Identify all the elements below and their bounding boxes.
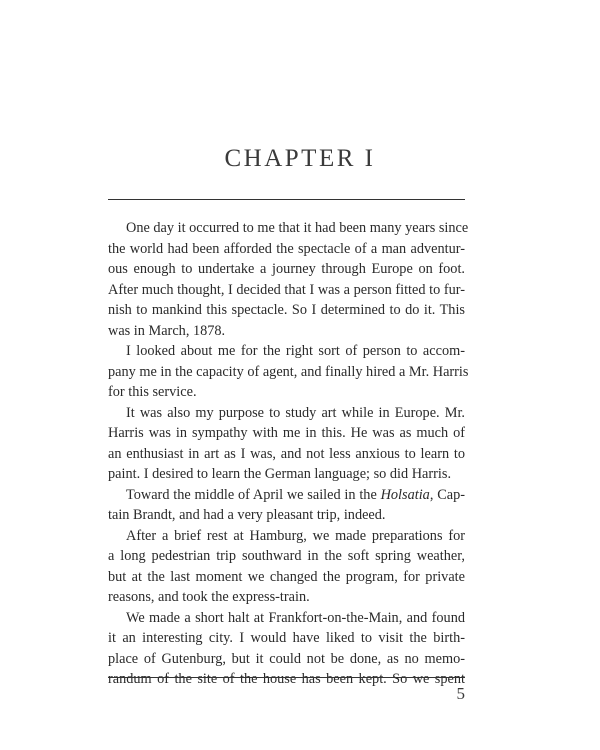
- text-line: it an interesting city. I would have liked to visit the birth-: [108, 630, 465, 646]
- text-line: I looked about me for the right sort of person to accom-: [126, 343, 465, 359]
- text-line: ous enough to undertake a journey through Europe on foot.: [108, 261, 465, 277]
- text-line: pany me in the capacity of agent, and finally hired a Mr. Harris: [108, 363, 469, 380]
- top-rule: [108, 199, 465, 200]
- text-line: [108, 485, 465, 506]
- text-line: a long pedestrian trip southward in the soft spring weather,: [108, 548, 465, 564]
- text-line: It was also my purpose to study art while in Europe. Mr.: [126, 404, 465, 421]
- text-segment: , Cap-: [429, 486, 465, 503]
- ship-name: Holsatia: [380, 486, 430, 503]
- text-line: tain Brandt, and had a very pleasant trip, indeed.: [108, 507, 386, 523]
- text-line: Harris was in sympathy with me in this. He was as much of: [108, 425, 465, 441]
- text-segment: Toward the middle of April we sailed in the: [126, 486, 381, 503]
- text-line: After much thought, I decided that I was a person fitted to fur-: [108, 281, 465, 298]
- body-text: [108, 218, 469, 690]
- text-line: reasons, and took the express-train.: [108, 589, 310, 605]
- text-line: the world had been afforded the spectacle of a man adventur-: [108, 240, 465, 257]
- text-line: for this service.: [108, 384, 197, 400]
- bottom-rule: [108, 677, 465, 678]
- text-line: randum of the site of the house has been kept. So we spent: [108, 671, 465, 687]
- chapter-title: CHAPTER I: [224, 145, 376, 172]
- page-number: 5: [456, 684, 465, 703]
- text-line: One day it occurred to me that it had been many years since: [126, 220, 469, 236]
- text-line: We made a short halt at Frankfort-on-the-Main, and found: [126, 609, 465, 626]
- text-line: place of Gutenburg, but it could not be done, as no memo-: [108, 650, 465, 667]
- text-line: an enthusiast in art as I was, and not less anxious to learn to: [108, 445, 465, 462]
- text-line: but at the last moment we changed the program, for private: [108, 568, 465, 585]
- text-line: was in March, 1878.: [108, 322, 226, 339]
- text-line: paint. I desired to learn the German language; so did Harris.: [108, 466, 452, 482]
- text-line: nish to mankind this spectacle. So I determined to do it. This: [108, 302, 465, 318]
- text-line: After a brief rest at Hamburg, we made preparations for: [126, 527, 465, 544]
